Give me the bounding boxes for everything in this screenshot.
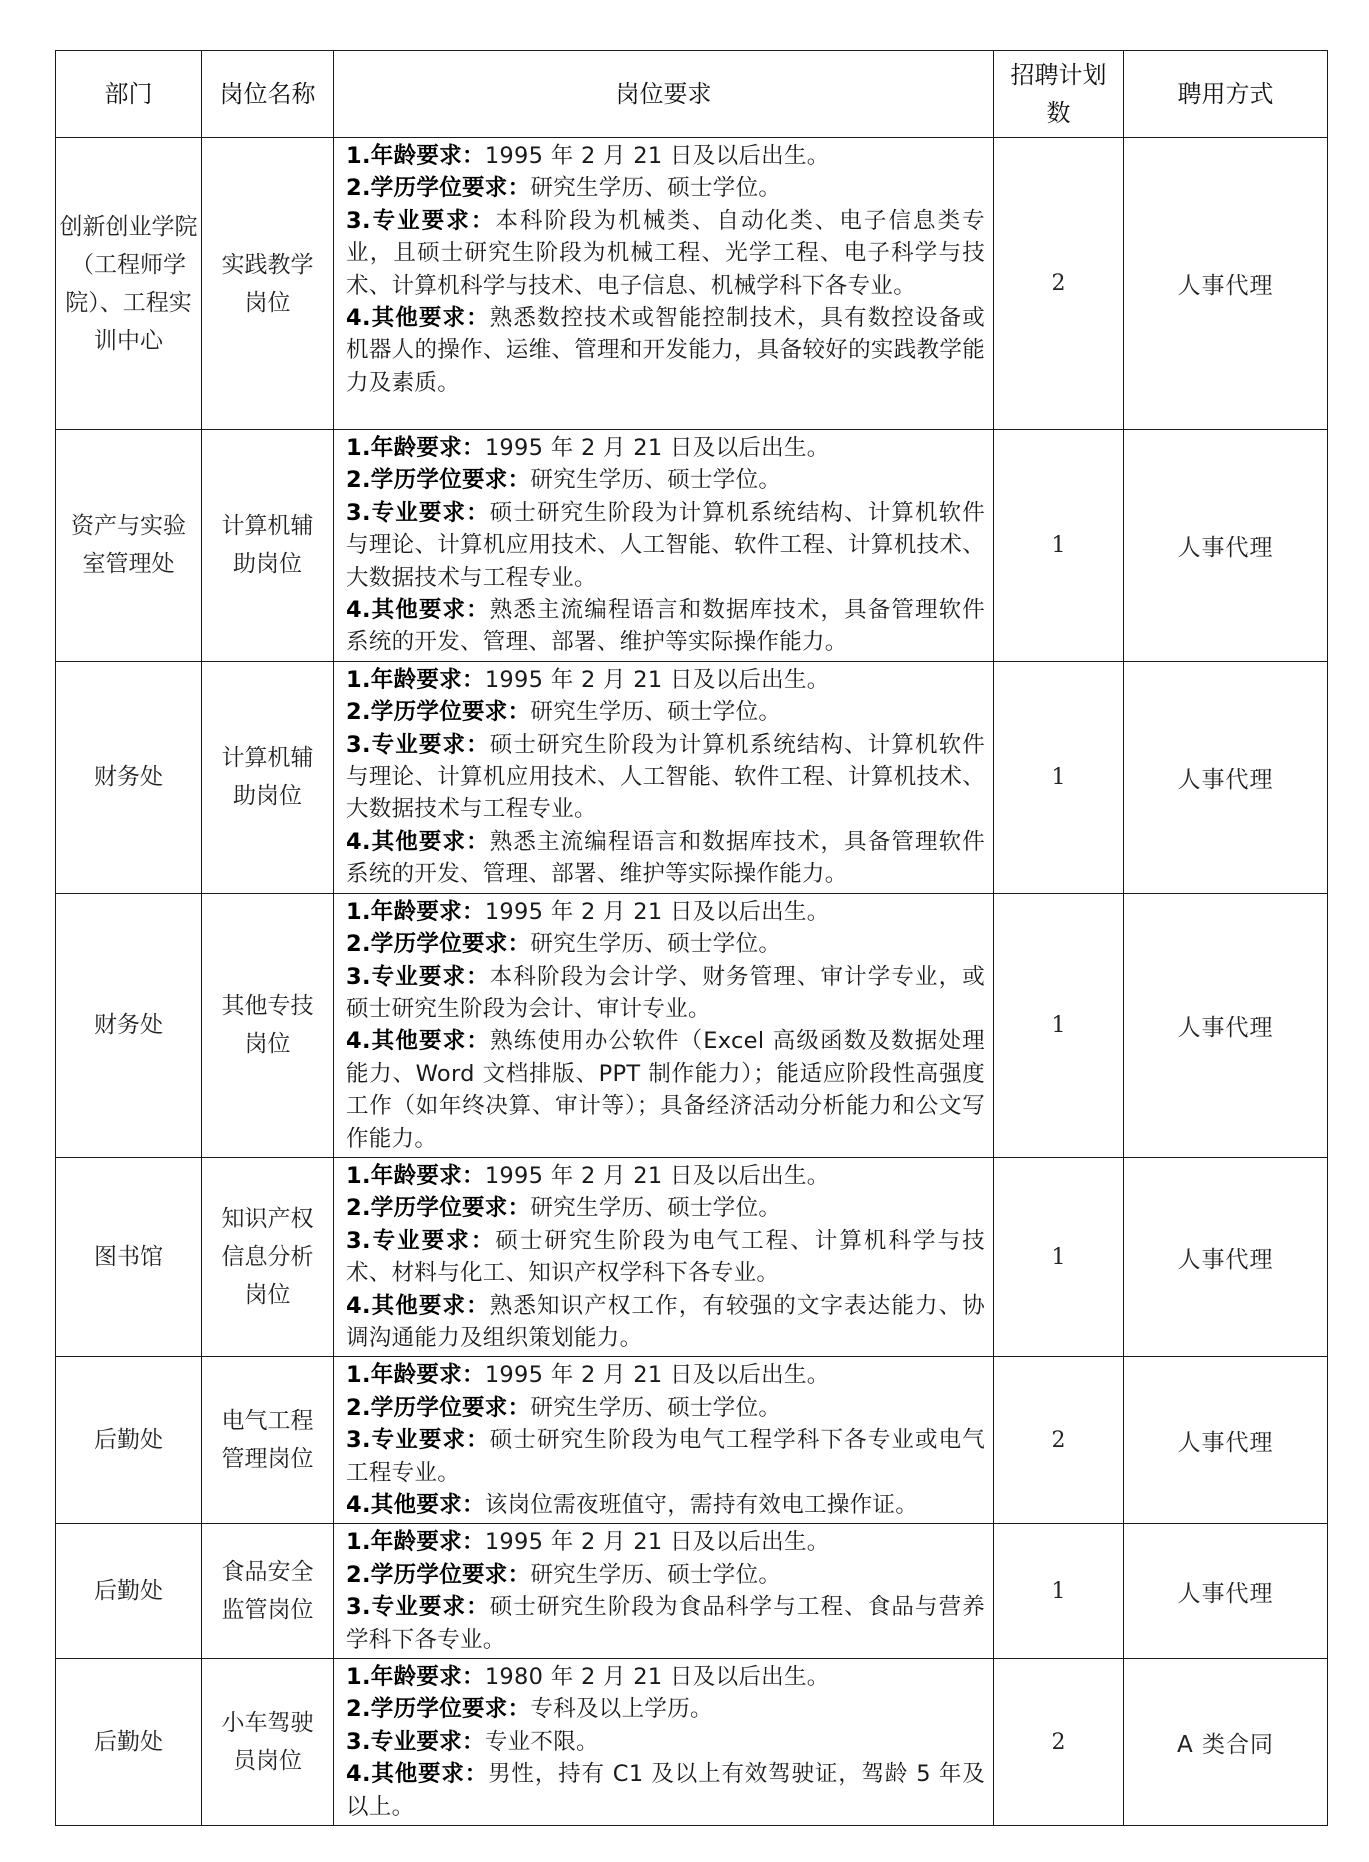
position-cell: 电气工程管理岗位 [202,1357,334,1524]
plan-count-cell: 1 [994,1157,1124,1356]
requirement-label: 2.学历学位要求： [346,699,531,726]
table-row [56,1357,1328,1524]
requirement-item [346,826,985,891]
requirement-item [346,497,985,594]
requirement-text: 硕士研究生阶段为计算机系统结构、计算机软件与理论、计算机应用技术、人工智能、软件工程、计算机技术、大数据技术与工程专业。 [346,731,985,823]
requirements-list [346,664,985,891]
requirement-item [346,928,985,960]
requirement-label: 2.学历学位要求： [346,1394,531,1421]
requirement-text: 1995 年 2 月 21 日及以后出生。 [484,898,830,925]
requirements-list [346,1526,985,1656]
requirement-item [346,1726,985,1758]
requirements-list [346,896,985,1155]
employment-mode-cell: A 类合同 [1124,1659,1328,1826]
table-row [56,1157,1328,1356]
requirements-list [346,1160,985,1354]
requirement-item [346,140,985,172]
requirement-text: 硕士研究生阶段为计算机系统结构、计算机软件与理论、计算机应用技术、人工智能、软件工程、计算机技术、大数据技术与工程专业。 [346,499,985,591]
position-cell: 其他专技岗位 [202,893,334,1157]
department-cell: 图书馆 [56,1157,202,1356]
requirement-label: 3.专业要求： [346,1227,496,1254]
requirement-text: 该岗位需夜班值守，需持有效电工操作证。 [484,1492,919,1518]
requirement-item [346,1758,985,1823]
header-employment-mode: 聘用方式 [1124,51,1328,138]
requirements-cell [334,1157,994,1356]
requirement-item [346,961,985,1026]
requirement-item [346,205,985,302]
requirement-label: 2.学历学位要求： [346,931,531,958]
requirement-text: 熟悉主流编程语言和数据库技术，具备管理软件系统的开发、管理、部署、维护等实际操作能力。 [346,828,985,888]
requirement-label: 4.其他要求： [346,1292,490,1319]
employment-mode-cell: 人事代理 [1124,430,1328,662]
requirement-label: 3.专业要求： [346,499,490,526]
requirement-label: 1.年龄要求： [346,143,485,169]
requirement-label: 1.年龄要求： [346,1362,485,1389]
requirement-label: 4.其他要求： [346,597,490,624]
requirement-text: 本科阶段为会计学、财务管理、审计学专业，或硕士研究生阶段为会计、审计专业。 [346,963,985,1022]
department-cell: 财务处 [56,661,202,893]
requirement-text: 本科阶段为机械类、自动化类、电子信息类专业，且硕士研究生阶段为机械工程、光学工程、电子科学与技术、计算机科学与技术、电子信息、机械学科下各专业。 [346,207,985,299]
requirement-label: 3.专业要求： [346,1594,490,1621]
requirement-text: 研究生学历、硕士学位。 [530,1561,782,1588]
table-row [56,138,1328,430]
requirement-text: 1995 年 2 月 21 日及以后出生。 [484,666,830,693]
requirement-text: 专业不限。 [484,1728,599,1755]
requirements-cell [334,430,994,662]
requirement-label: 3.专业要求： [346,207,496,234]
plan-count-cell: 1 [994,430,1124,662]
requirement-item [346,432,985,464]
requirement-text: 研究生学历、硕士学位。 [530,1394,782,1421]
requirement-label: 2.学历学位要求： [346,1561,531,1588]
requirement-item [346,1392,985,1424]
requirement-label: 3.专业要求： [346,731,490,758]
requirement-item [346,729,985,826]
requirement-text: 研究生学历、硕士学位。 [530,175,782,202]
employment-mode-cell: 人事代理 [1124,138,1328,430]
requirement-label: 2.学历学位要求： [346,1696,531,1723]
requirement-text: 1995 年 2 月 21 日及以后出生。 [484,1529,830,1556]
requirement-text: 1995 年 2 月 21 日及以后出生。 [484,1162,830,1189]
table-row [56,893,1328,1157]
department-cell: 资产与实验室管理处 [56,430,202,662]
requirement-item [346,172,985,204]
requirement-item [346,1661,985,1693]
requirement-label: 4.其他要求： [346,1492,485,1518]
header-requirements: 岗位要求 [334,51,994,138]
requirement-label: 1.年龄要求： [346,1162,485,1189]
requirement-item [346,302,985,399]
requirement-item [346,1693,985,1725]
requirement-label: 1.年龄要求： [346,898,485,925]
plan-count-cell: 2 [994,1357,1124,1524]
position-cell: 食品安全监管岗位 [202,1524,334,1659]
requirement-item [346,1359,985,1391]
requirement-text: 硕士研究生阶段为电气工程学科下各专业或电气工程专业。 [346,1427,985,1486]
header-plan-count [994,51,1124,138]
department-cell: 后勤处 [56,1659,202,1826]
requirements-list [346,140,985,399]
requirement-label: 3.专业要求： [346,1728,485,1755]
requirements-cell [334,1524,994,1659]
requirement-item [346,1192,985,1224]
department-cell: 创新创业学院（工程师学院）、工程实训中心 [56,138,202,430]
table-header-row [56,51,1328,138]
employment-mode-cell: 人事代理 [1124,1357,1328,1524]
header-plan-count-label: 招聘计划数 [1010,61,1107,127]
requirement-text: 熟练使用办公软件（Excel 高级函数及数据处理能力、Word 文档排版、PPT 制作能力）；能适应阶段性高强度工作（如年终决算、审计等）；具备经济活动分析能力和公文写作能力。 [346,1028,985,1152]
requirements-list [346,1661,985,1823]
requirements-cell [334,1659,994,1826]
requirement-item [346,1591,985,1656]
header-department: 部门 [56,51,202,138]
requirement-label: 3.专业要求： [346,963,490,990]
requirement-item [346,594,985,659]
requirement-item [346,1526,985,1558]
requirements-cell [334,893,994,1157]
requirement-item [346,664,985,696]
table-row [56,1524,1328,1659]
position-cell: 知识产权信息分析岗位 [202,1157,334,1356]
requirement-label: 2.学历学位要求： [346,175,531,202]
requirement-text: 男性，持有 C1 及以上有效驾驶证，驾龄 5 年及以上。 [346,1761,985,1820]
requirements-cell [334,138,994,430]
requirement-text: 研究生学历、硕士学位。 [530,467,782,494]
requirement-item [346,696,985,728]
requirement-item [346,1424,985,1489]
header-position: 岗位名称 [202,51,334,138]
requirement-label: 4.其他要求： [346,305,490,332]
requirement-label: 4.其他要求： [346,1028,491,1055]
plan-count-cell: 2 [994,138,1124,430]
requirement-item [346,896,985,928]
plan-count-cell: 1 [994,893,1124,1157]
requirements-cell [334,661,994,893]
requirements-list [346,432,985,659]
plan-count-cell: 1 [994,661,1124,893]
requirement-label: 1.年龄要求： [346,435,485,461]
department-cell: 后勤处 [56,1524,202,1659]
requirements-list [346,1359,985,1521]
requirement-label: 2.学历学位要求： [346,467,531,494]
requirement-label: 3.专业要求： [346,1427,490,1454]
requirement-text: 1995 年 2 月 21 日及以后出生。 [484,435,830,461]
requirement-text: 熟悉知识产权工作，有较强的文字表达能力、协调沟通能力及组织策划能力。 [346,1292,985,1351]
table-row [56,430,1328,662]
plan-count-cell: 2 [994,1659,1124,1826]
requirement-label: 2.学历学位要求： [346,1195,531,1222]
requirement-item [346,1559,985,1591]
requirement-item [346,1025,985,1155]
employment-mode-cell: 人事代理 [1124,1157,1328,1356]
department-cell: 财务处 [56,893,202,1157]
position-cell: 小车驾驶员岗位 [202,1659,334,1826]
requirement-item [346,1225,985,1290]
employment-mode-cell: 人事代理 [1124,893,1328,1157]
department-cell: 后勤处 [56,1357,202,1524]
position-cell: 计算机辅助岗位 [202,430,334,662]
requirement-text: 专科及以上学历。 [530,1696,713,1723]
recruitment-table [55,50,1328,1826]
requirement-text: 1980 年 2 月 21 日及以后出生。 [484,1664,830,1691]
requirement-item [346,464,985,496]
requirement-text: 熟悉主流编程语言和数据库技术，具备管理软件系统的开发、管理、部署、维护等实际操作能力。 [346,597,985,656]
requirement-label: 1.年龄要求： [346,666,485,693]
position-cell: 实践教学岗位 [202,138,334,430]
requirement-text: 研究生学历、硕士学位。 [530,699,782,726]
requirement-label: 1.年龄要求： [346,1529,485,1556]
table-row [56,1659,1328,1826]
employment-mode-cell: 人事代理 [1124,661,1328,893]
requirement-item [346,1160,985,1192]
requirement-text: 1995 年 2 月 21 日及以后出生。 [484,143,830,169]
plan-count-cell: 1 [994,1524,1124,1659]
employment-mode-cell: 人事代理 [1124,1524,1328,1659]
requirement-label: 4.其他要求： [346,1761,489,1788]
table-row [56,661,1328,893]
requirement-label: 1.年龄要求： [346,1664,485,1691]
requirement-label: 4.其他要求： [346,828,490,855]
requirement-text: 研究生学历、硕士学位。 [530,931,782,958]
requirement-item [346,1290,985,1355]
requirement-text: 熟悉数控技术或智能控制技术，具有数控设备或机器人的操作、运维、管理和开发能力，具备较好的实践教学能力及素质。 [346,305,985,396]
requirement-text: 研究生学历、硕士学位。 [530,1195,782,1222]
requirement-text: 硕士研究生阶段为食品科学与工程、食品与营养学科下各专业。 [346,1594,985,1653]
requirements-cell [334,1357,994,1524]
position-cell: 计算机辅助岗位 [202,661,334,893]
requirement-item [346,1489,985,1521]
requirement-text: 1995 年 2 月 21 日及以后出生。 [484,1362,830,1389]
requirement-text: 硕士研究生阶段为电气工程、计算机科学与技术、材料与化工、知识产权学科下各专业。 [346,1227,985,1287]
